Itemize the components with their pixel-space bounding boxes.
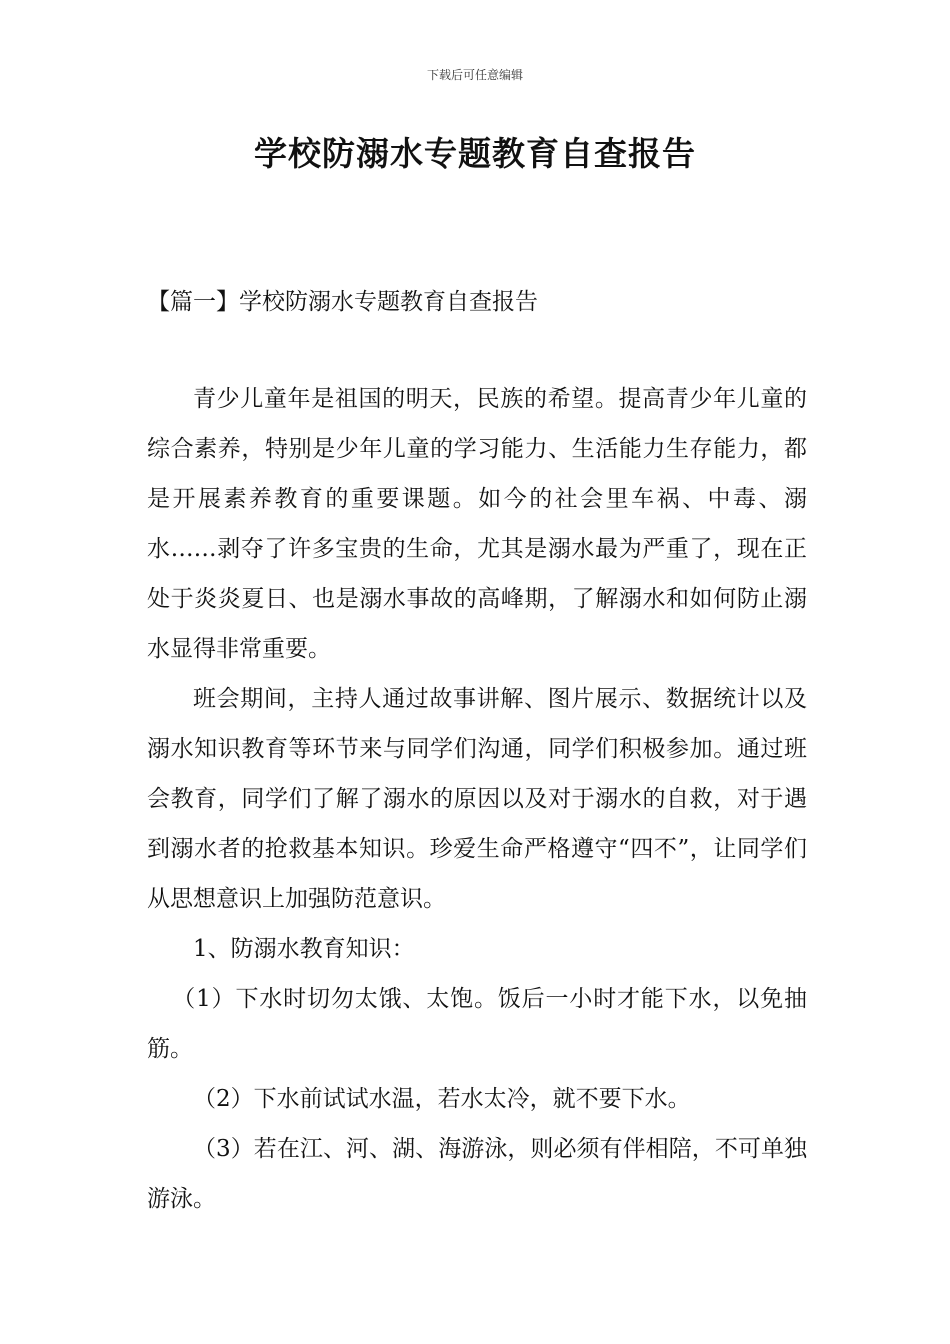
list-item-1: （1）下水时切勿太饿、太饱。饭后一小时才能下水，以免抽筋。 [147, 986, 807, 1062]
document-body [147, 374, 807, 1224]
list-item-3: （3）若在江、河、湖、海游泳，则必须有伴相陪，不可单独游泳。 [147, 1136, 807, 1212]
paragraph-knowledge-heading: 1、防溺水教育知识： [193, 936, 415, 962]
list-item-2: （2）下水前试试水温，若水太冷，就不要下水。 [193, 1086, 691, 1112]
header-note: 下载后可任意编辑 [426, 68, 523, 82]
paragraph-intro: 青少儿童年是祖国的明天，民族的希望。提高青少年儿童的综合素养，特别是少年儿童的学习能力、生活能力生存能力，都是开展素养教育的重要课题。如今的社会里车祸、中毒、溺水……剥夺了许多宝贵的生命，尤其是溺水最为严重了，现在正处于炎炎夏日、也是溺水事故的高峰期，了解溺水和如何防止溺水显得非常重要。 [147, 386, 807, 662]
paragraph-class-meeting: 班会期间，主持人通过故事讲解、图片展示、数据统计以及溺水知识教育等环节来与同学们沟通，同学们积极参加。通过班会教育，同学们了解了溺水的原因以及对于溺水的自救，对于遇到溺水者的抢救基本知识。珍爱生命严格遵守“四不”，让同学们从思想意识上加强防范意识。 [147, 686, 807, 912]
document-title: 学校防溺水专题教育自查报告 [254, 134, 696, 173]
section-heading: 【篇一】学校防溺水专题教育自查报告 [147, 289, 538, 315]
